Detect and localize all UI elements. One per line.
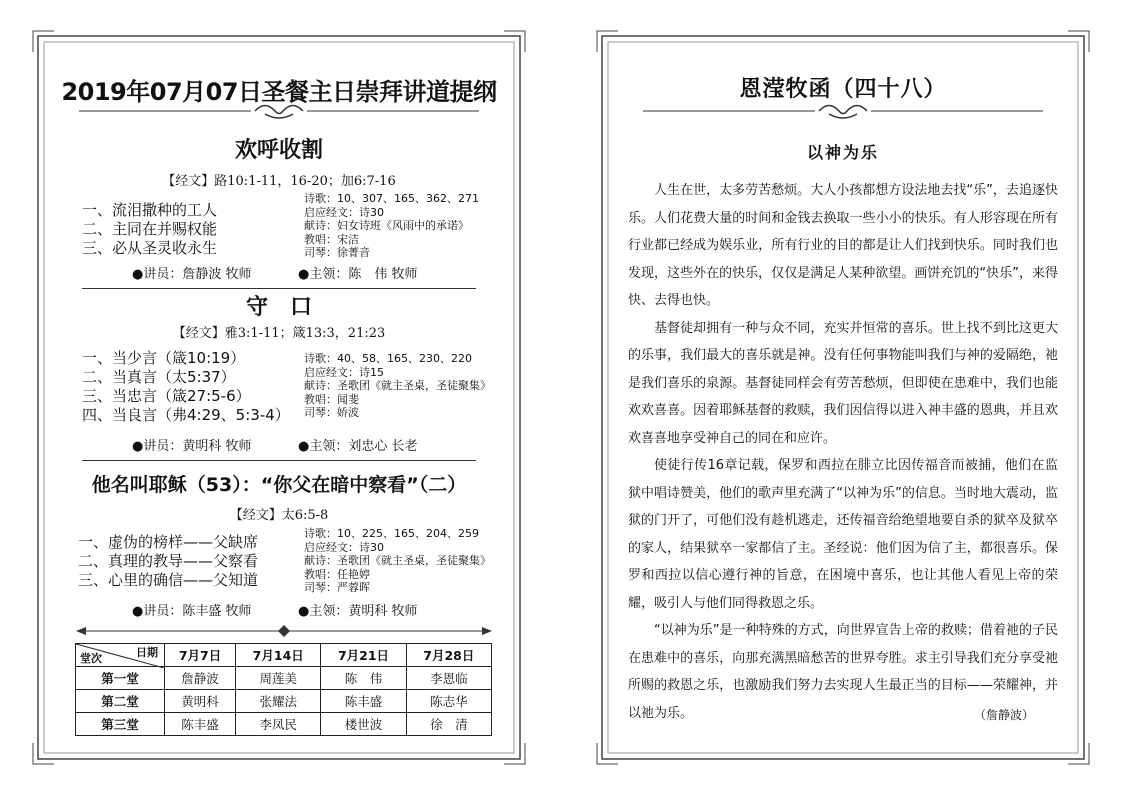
table-cell: 李凤民 — [236, 713, 321, 736]
detail-line: 启应经文：诗15 — [304, 365, 384, 379]
service-label: 第三堂 — [76, 713, 165, 736]
preacher-schedule-table — [75, 643, 492, 736]
detail-line: 司琴：严蓉晖 — [304, 581, 370, 594]
detail-line: 诗歌：10、307、165、362、271 — [304, 192, 479, 205]
table-cell: 李恩临 — [406, 667, 491, 690]
scripture-label: 【经文】 — [229, 508, 282, 523]
point: 二、当真言（太5:37） — [82, 368, 236, 386]
detail-line: 诗歌：10、225、165、204、259 — [304, 527, 479, 540]
paragraph: 基督徒却拥有一种与众不同，充实并恒常的喜乐。世上找不到比这更大的乐事，我们最大的喜乐就是神。没有任何事物能叫我们与神的爱隔绝，祂是我们喜乐的泉源。基督徒同样会有劳苦愁烦，但即使在患难中，我们也能欢欢喜喜。因着耶稣基督的救赎，我们因信得以进入神丰盛的恩典，并且欢欢喜喜地享受神自己的同在和应许。 — [628, 320, 1058, 446]
detail-line: 献诗：圣歌团《就主圣桌，圣徒聚集》 — [304, 379, 491, 392]
table-cell: 徐 清 — [406, 713, 491, 736]
sermon-3-scripture — [32, 504, 526, 523]
section-divider — [82, 288, 476, 289]
ornament-divider — [76, 624, 492, 638]
sermon-3-details — [304, 527, 491, 595]
sermon-1-title: 欢呼收割 — [234, 138, 323, 163]
signature: （詹静波） — [974, 708, 1035, 722]
detail-line: 司琴：徐菁音 — [304, 246, 370, 259]
table-corner-cell — [76, 644, 165, 667]
table-cell: 詹静波 — [165, 667, 236, 690]
sermon-2-points — [82, 349, 290, 425]
detail-line: 启应经文：诗30 — [304, 205, 384, 219]
date-header: 7月21日 — [321, 644, 406, 667]
sermon-1-speaker: ●讲员：詹静波 牧师 — [132, 267, 252, 282]
table-cell: 张耀法 — [236, 690, 321, 713]
letter-body — [628, 177, 1058, 727]
detail-line: 教唱：任艳婷 — [304, 567, 370, 581]
date-header: 7月28日 — [406, 644, 491, 667]
sermon-2-speaker: ●讲员：黄明科 牧师 — [132, 439, 252, 454]
date-header: 7月14日 — [236, 644, 321, 667]
scripture-text: 太6:5-8 — [281, 508, 329, 523]
detail-line: 司琴：娇波 — [304, 406, 359, 419]
table-cell: 楼世波 — [321, 713, 406, 736]
detail-line: 献诗：圣歌团《就主圣桌，圣徒聚集》 — [304, 554, 491, 567]
detail-line: 献诗：妇女诗班《风雨中的承诺》 — [304, 219, 469, 232]
sermon-3-points — [78, 533, 258, 590]
table-row — [76, 667, 492, 690]
corner-date-label: 日期 — [136, 646, 158, 659]
point: 一、流泪撒种的工人 — [82, 201, 218, 219]
service-label: 第一堂 — [76, 667, 165, 690]
paragraph: “以神为乐”是一种特殊的方式，向世界宣告上帝的救赎；借着祂的子民在患难中的喜乐，向那充满黑暗愁苦的世界夸胜。求主引导我们充分享受祂所赐的救恩之乐，也激励我们努力去实现人生最正当的目标——荣耀神，并以祂为乐。 — [628, 623, 1058, 721]
scripture-text: 雅3:1-11；箴13:3，21:23 — [224, 326, 386, 341]
table-cell: 陈 伟 — [321, 667, 406, 690]
sermon-1-details — [304, 192, 479, 260]
table-header-row — [76, 644, 492, 667]
sermon-2-details — [304, 352, 491, 420]
detail-line: 诗歌：40、58、165、230、220 — [304, 352, 472, 365]
page-title: 2019年07月07日圣餐主日崇拜讲道提纲 — [61, 78, 497, 106]
letter-subtitle: 以神为乐 — [806, 143, 879, 162]
scripture-label: 【经文】 — [172, 326, 225, 341]
scripture-label: 【经文】 — [162, 174, 215, 189]
point: 二、真理的教导——父察看 — [78, 552, 259, 570]
table-row — [76, 713, 492, 736]
sermon-1-scripture — [32, 170, 526, 189]
service-label: 第二堂 — [76, 690, 165, 713]
sermon-3-speaker: ●讲员：陈丰盛 牧师 — [132, 604, 252, 619]
table-row — [76, 690, 492, 713]
point: 三、心里的确信——父知道 — [78, 571, 259, 589]
table-cell: 陈丰盛 — [321, 690, 406, 713]
title-ornament-divider — [79, 100, 479, 122]
detail-line: 教唱：宋洁 — [304, 232, 359, 246]
scripture-text: 路10:1-11，16-20；加6:7-16 — [214, 174, 396, 189]
sermon-3-leader: ●主领：黄明科 牧师 — [298, 604, 418, 619]
sermon-2-leader: ●主领：刘忠心 长老 — [298, 439, 418, 454]
table-cell: 周莲美 — [236, 667, 321, 690]
sermon-1-points — [82, 201, 217, 258]
sermon-2-scripture — [32, 322, 526, 341]
point: 四、当良言（弗4:29、5:3-4） — [82, 406, 290, 424]
sermon-outline-page — [32, 30, 526, 765]
point: 一、当少言（箴10:19） — [82, 349, 246, 367]
table-cell: 陈丰盛 — [165, 713, 236, 736]
sermon-3-title: 他名叫耶稣（53）：“你父在暗中察看”（二） — [91, 474, 467, 496]
table-cell: 陈志华 — [406, 690, 491, 713]
table-cell: 黄明科 — [165, 690, 236, 713]
sermon-1-leader: ●主领：陈 伟 牧师 — [298, 267, 418, 282]
detail-line: 启应经文：诗30 — [304, 540, 384, 554]
pastoral-letter-page — [596, 30, 1090, 765]
section-divider — [82, 460, 476, 461]
sermon-2-title: 守 口 — [245, 295, 312, 320]
point: 三、当忠言（箴27:5-6） — [82, 387, 251, 405]
paragraph: 使徒行传16章记载，保罗和西拉在腓立比因传福音而被捕，他们在监狱中唱诗赞美，他们的歌声里充满了“以神为乐”的信息。当时地大震动，监狱的门开了，可他们没有趁机逃走，还传福音给绝望地要自杀的狱卒及狱卒的家人，结果狱卒一家都信了主。圣经说：他们因为信了主，都很喜乐。保罗和西拉以信心遵行神的旨意，在困境中喜乐，也让其他人看见上帝的荣耀，吸引人与他们同得救恩之乐。 — [628, 458, 1058, 611]
paragraph: 人生在世，太多劳苦愁烦。大人小孩都想方设法地去找“乐”，去追逐快乐。人们花费大量的时间和金钱去换取一些小小的快乐。有人形容现在所有行业都已经成为娱乐业，所有行业的目的都是让人们找到快乐。同时我们也发现，这些外在的快乐，仅仅是满足人某种欲望。画饼充饥的“快乐”，来得快、去得也快。 — [628, 183, 1058, 308]
detail-line: 教唱：闻斐 — [304, 392, 359, 406]
point: 一、虚伪的榜样——父缺席 — [78, 533, 259, 551]
point: 二、主同在并赐权能 — [82, 220, 218, 238]
letter-title: 恩滢牧函（四十八） — [739, 76, 947, 102]
corner-service-label: 堂次 — [80, 652, 102, 665]
point: 三、必从圣灵收永生 — [82, 239, 218, 257]
date-header: 7月7日 — [165, 644, 236, 667]
title-ornament-divider — [643, 100, 1043, 122]
